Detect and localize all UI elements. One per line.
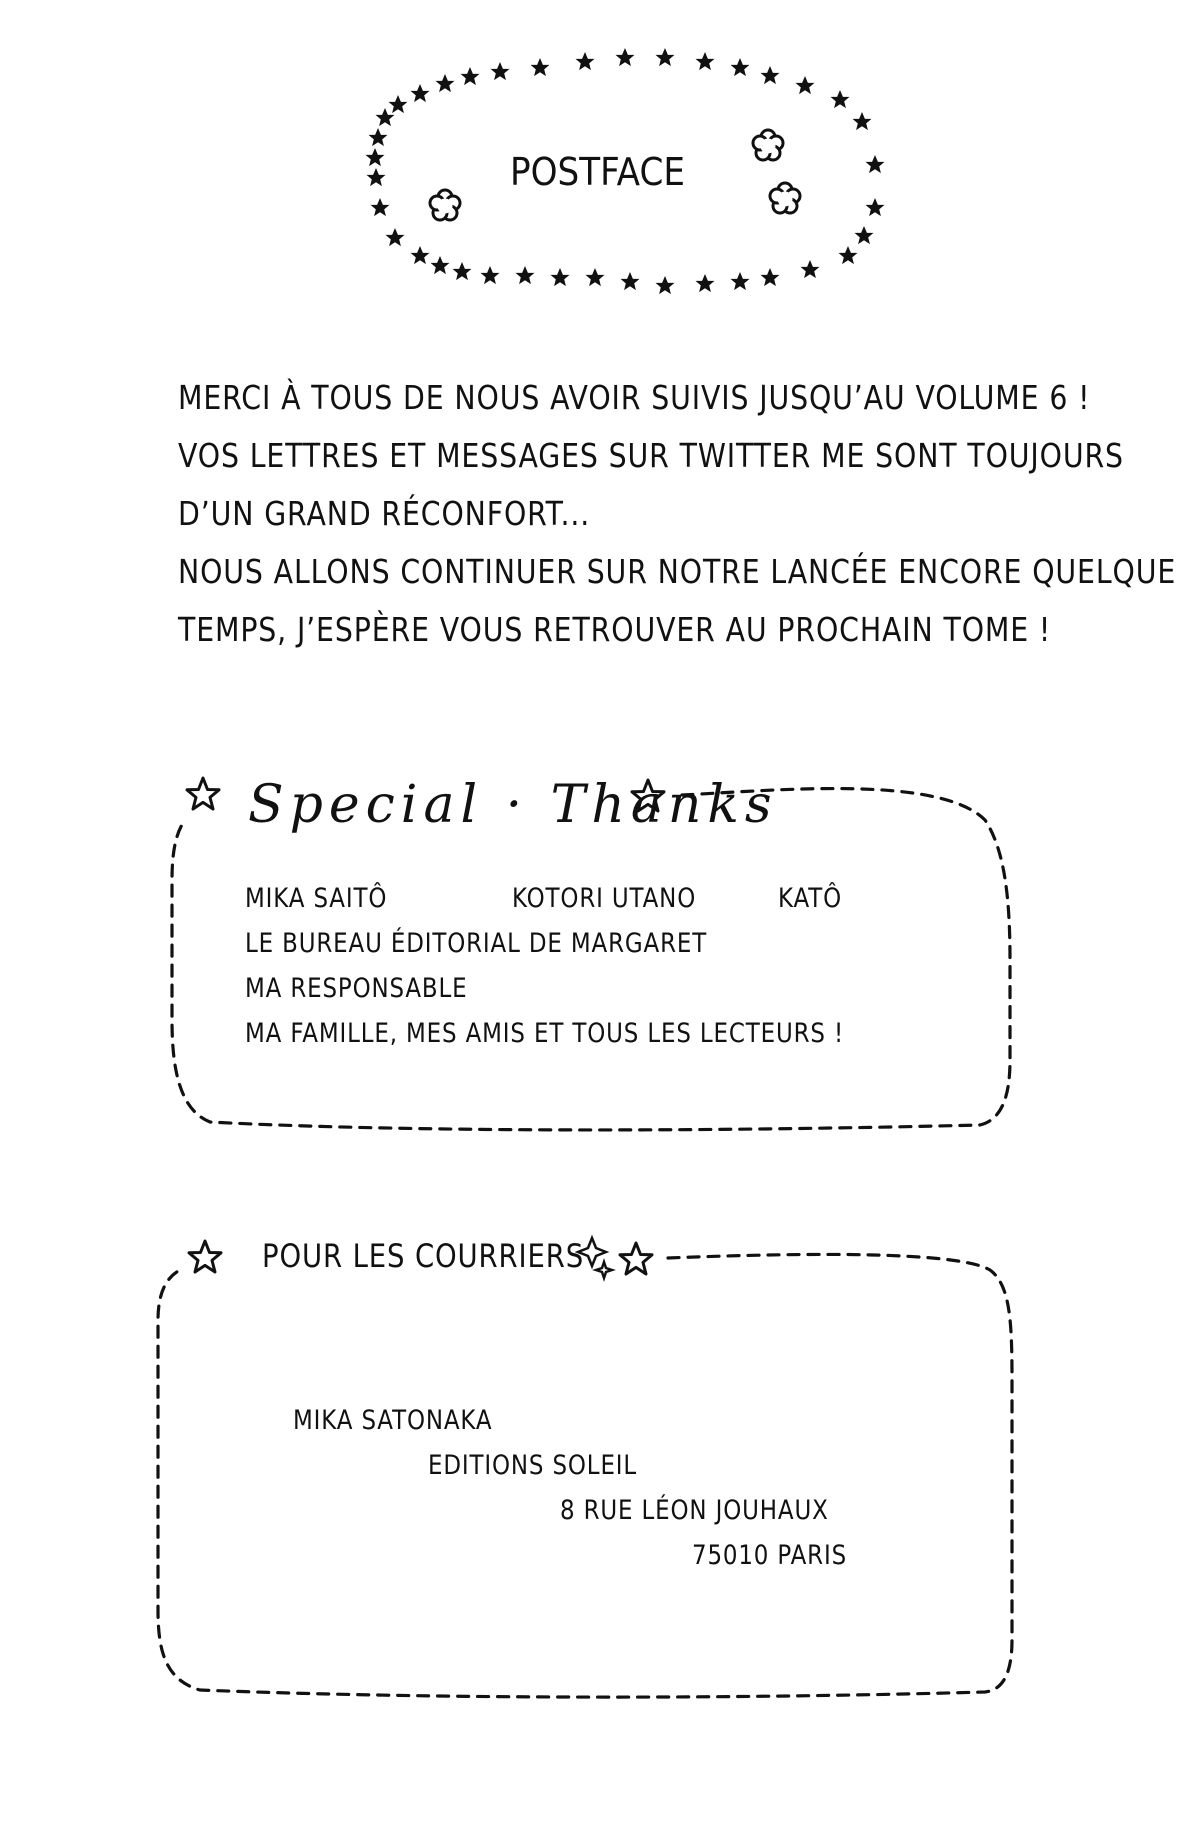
star-icon (367, 168, 386, 186)
star-icon (761, 66, 780, 84)
outline-star-icon (187, 778, 219, 809)
star-icon (551, 268, 570, 286)
star-icon (616, 48, 635, 66)
credit-line: MA FAMILLE, MES AMIS ET TOUS LES LECTEURS ! (245, 1018, 845, 1049)
star-icon (461, 67, 480, 85)
message-line: D’UN GRAND RÉCONFORT... (178, 494, 591, 533)
credit-name: MIKA SAITÔ (245, 883, 388, 914)
star-icon (531, 58, 550, 76)
star-icon (369, 128, 388, 146)
outline-star-icon (620, 1243, 652, 1274)
star-icon (371, 198, 390, 216)
star-icon (696, 52, 715, 70)
star-icon (431, 256, 450, 274)
flower-icon (770, 183, 800, 213)
star-icon (731, 58, 750, 76)
star-icon (386, 228, 405, 246)
star-icon (516, 266, 535, 284)
message-line: NOUS ALLONS CONTINUER SUR NOTRE LANCÉE ENCORE QUELQUE (178, 552, 1177, 591)
credit-name: KOTORI UTANO (512, 883, 697, 914)
star-icon (656, 276, 675, 294)
star-icon (376, 108, 395, 126)
star-icon (855, 226, 874, 244)
star-icon (656, 48, 675, 66)
star-icon (866, 155, 885, 173)
address-line: EDITIONS SOLEIL (428, 1450, 638, 1481)
flower-icon (430, 190, 460, 220)
star-icon (481, 266, 500, 284)
star-icon (621, 272, 640, 290)
star-icon (586, 268, 605, 286)
star-icon (696, 274, 715, 292)
address-line: 8 RUE LÉON JOUHAUX (560, 1495, 829, 1526)
star-icon (731, 272, 750, 290)
star-icon (866, 198, 885, 216)
star-icon (761, 268, 780, 286)
credit-line: MA RESPONSABLE (245, 973, 468, 1004)
flower-icon (753, 130, 783, 160)
credit-line: LE BUREAU ÉDITORIAL DE MARGARET (245, 928, 708, 959)
star-icon (576, 52, 595, 70)
outline-star-icon (189, 1241, 221, 1272)
address-line: MIKA SATONAKA (293, 1405, 493, 1436)
message-line: TEMPS, J’ESPÈRE VOUS RETROUVER AU PROCHAIN TOME ! (178, 610, 1052, 649)
star-icon (853, 112, 872, 130)
star-icon (436, 74, 455, 92)
credit-name: KATÔ (778, 883, 843, 914)
star-icon (796, 76, 815, 94)
star-icon (389, 95, 408, 113)
message-line: VOS LETTRES ET MESSAGES SUR TWITTER ME SONT TOUJOURS (178, 436, 1124, 475)
message-line: MERCI À TOUS DE NOUS AVOIR SUIVIS JUSQU’AU VOLUME 6 ! (178, 378, 1091, 417)
star-icon (839, 246, 858, 264)
star-icon (411, 246, 430, 264)
star-icon (411, 84, 430, 102)
special-thanks-dashed-frame (172, 789, 1010, 1130)
star-icon (831, 90, 850, 108)
star-icon (366, 148, 385, 166)
special-thanks-heading: Special · Thanks (248, 775, 778, 835)
mail-heading: POUR LES COURRIERS (262, 1237, 585, 1275)
star-icon (801, 260, 820, 278)
star-icon (453, 262, 472, 280)
star-icon (491, 62, 510, 80)
address-line: 75010 PARIS (692, 1540, 848, 1571)
page-title: POSTFACE (510, 150, 685, 194)
